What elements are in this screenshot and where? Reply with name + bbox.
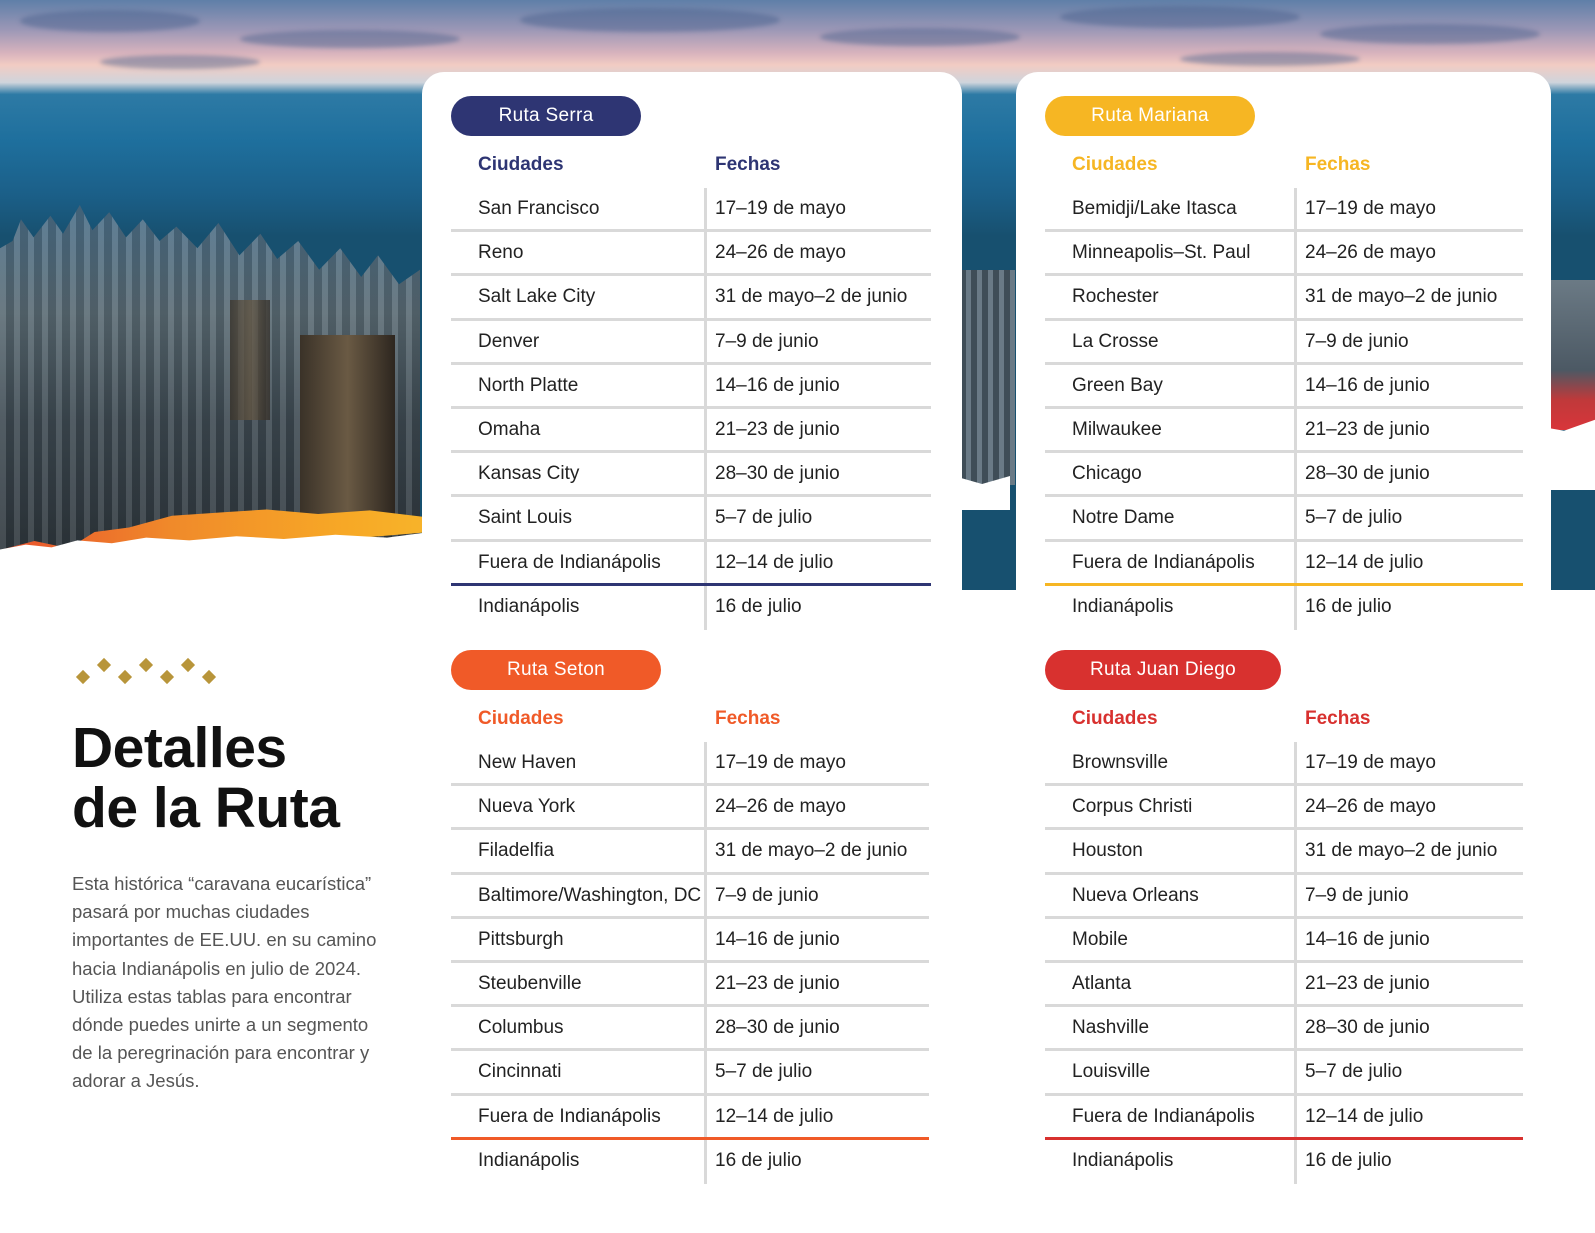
date-cell: 16 de julio xyxy=(1305,1149,1392,1171)
date-cell: 16 de julio xyxy=(1305,595,1392,617)
date-cell: 21–23 de junio xyxy=(1305,418,1430,440)
route-mariana-label: Ruta Mariana xyxy=(1045,96,1255,136)
city-cell: Bemidji/Lake Itasca xyxy=(1072,198,1237,219)
city-cell: Louisville xyxy=(1072,1061,1151,1083)
city-cell: San Francisco xyxy=(478,198,600,219)
route-juan-diego-table xyxy=(1045,650,1523,1184)
city-cell: Denver xyxy=(478,330,540,352)
date-cell: 17–19 de mayo xyxy=(715,198,846,219)
table-row xyxy=(451,1007,929,1051)
city-cell: Nashville xyxy=(1072,1017,1150,1039)
route-juan-diego-label: Ruta Juan Diego xyxy=(1045,650,1281,690)
route-seton-table xyxy=(451,650,929,1184)
city-cell: New Haven xyxy=(478,752,577,773)
table-header xyxy=(1045,696,1523,742)
date-cell: 12–14 de julio xyxy=(1305,551,1424,573)
table-row xyxy=(1045,409,1523,453)
city-cell: Rochester xyxy=(1072,286,1159,308)
date-cell: 28–30 de junio xyxy=(1305,463,1430,485)
column-header-cities: Ciudades xyxy=(1072,154,1158,175)
route-serra-label: Ruta Serra xyxy=(451,96,641,136)
table-row xyxy=(1045,188,1523,232)
city-cell: Milwaukee xyxy=(1072,418,1162,440)
date-cell: 24–26 de mayo xyxy=(1305,796,1436,818)
city-cell: Chicago xyxy=(1072,463,1142,485)
date-cell: 7–9 de junio xyxy=(715,330,819,352)
decorative-diamonds xyxy=(72,650,222,690)
table-row xyxy=(1045,542,1523,586)
city-cell: Salt Lake City xyxy=(478,286,596,308)
table-header xyxy=(451,696,929,742)
date-cell: 28–30 de junio xyxy=(715,1017,840,1039)
table-row xyxy=(451,786,929,830)
date-cell: 24–26 de mayo xyxy=(1305,242,1436,264)
table-row xyxy=(451,919,929,963)
table-row xyxy=(451,963,929,1007)
city-cell: Filadelfia xyxy=(478,840,555,862)
table-row xyxy=(1045,276,1523,320)
table-row xyxy=(451,365,931,409)
table-row xyxy=(1045,1007,1523,1051)
city-cell: Kansas City xyxy=(478,463,580,485)
date-cell: 12–14 de julio xyxy=(715,1105,834,1127)
table-row xyxy=(1045,963,1523,1007)
date-cell: 5–7 de julio xyxy=(1305,507,1403,529)
date-cell: 21–23 de junio xyxy=(715,418,840,440)
date-cell: 21–23 de junio xyxy=(1305,972,1430,994)
date-cell: 16 de julio xyxy=(715,1149,802,1171)
city-cell: Omaha xyxy=(478,418,541,440)
city-cell: Fuera de Indianápolis xyxy=(1072,1105,1255,1127)
table-row xyxy=(1045,321,1523,365)
city-cell: Mobile xyxy=(1072,928,1128,950)
city-cell: Brownsville xyxy=(1072,752,1169,773)
column-header-dates: Fechas xyxy=(1305,708,1371,729)
date-cell: 21–23 de junio xyxy=(715,972,840,994)
date-cell: 17–19 de mayo xyxy=(715,752,846,773)
city-cell: Indianápolis xyxy=(1072,1149,1174,1171)
city-cell: Reno xyxy=(478,242,524,264)
table-row xyxy=(451,830,929,874)
table-row xyxy=(451,188,931,232)
city-cell: Notre Dame xyxy=(1072,507,1175,529)
city-cell: Atlanta xyxy=(1072,972,1132,994)
title-line-2: de la Ruta xyxy=(72,776,340,840)
table-row xyxy=(1045,586,1523,630)
page-title xyxy=(72,718,339,838)
date-cell: 14–16 de junio xyxy=(715,928,840,950)
date-cell: 24–26 de mayo xyxy=(715,242,846,264)
city-cell: Saint Louis xyxy=(478,507,573,529)
table-row xyxy=(451,232,931,276)
route-serra-table xyxy=(451,96,931,630)
table-row xyxy=(1045,919,1523,963)
table-header xyxy=(451,142,931,188)
date-cell: 7–9 de junio xyxy=(1305,884,1409,906)
intro-paragraph: Esta histórica “caravana eucarística” pasará por muchas ciudades importantes de EE.UU. en su camino hacia Indianápolis en julio de 2024. Utiliza estas tablas para encontrar dónde puedes unirte a un segmento de la peregrinación para encontrar y adorar a Jesús. xyxy=(72,873,377,1092)
date-cell: 5–7 de julio xyxy=(715,507,813,529)
city-cell: Steubenville xyxy=(478,972,582,994)
date-cell: 31 de mayo–2 de junio xyxy=(1305,286,1498,308)
table-row xyxy=(451,1096,929,1140)
table-row xyxy=(1045,1051,1523,1095)
city-cell: North Platte xyxy=(478,374,579,396)
date-cell: 31 de mayo–2 de junio xyxy=(1305,840,1498,862)
city-cell: Fuera de Indianápolis xyxy=(1072,551,1255,573)
date-cell: 17–19 de mayo xyxy=(1305,198,1436,219)
table-row xyxy=(1045,497,1523,541)
table-row xyxy=(451,586,931,630)
table-row xyxy=(451,742,929,786)
date-cell: 14–16 de junio xyxy=(1305,374,1430,396)
table-row xyxy=(1045,786,1523,830)
city-cell: Corpus Christi xyxy=(1072,796,1193,818)
title-line-1: Detalles xyxy=(72,716,287,780)
city-cell: Cincinnati xyxy=(478,1061,562,1083)
city-cell: Nueva Orleans xyxy=(1072,884,1199,906)
column-header-cities: Ciudades xyxy=(478,708,564,729)
table-row xyxy=(1045,1096,1523,1140)
city-cell: Indianápolis xyxy=(1072,595,1174,617)
table-row xyxy=(1045,232,1523,276)
date-cell: 7–9 de junio xyxy=(1305,330,1409,352)
table-row xyxy=(1045,830,1523,874)
city-cell: Houston xyxy=(1072,840,1143,862)
table-header xyxy=(1045,142,1523,188)
city-cell: Minneapolis–St. Paul xyxy=(1072,242,1251,264)
date-cell: 17–19 de mayo xyxy=(1305,752,1436,773)
date-cell: 31 de mayo–2 de junio xyxy=(715,840,908,862)
city-cell: Nueva York xyxy=(478,796,576,818)
table-row xyxy=(451,409,931,453)
column-header-dates: Fechas xyxy=(715,154,781,175)
date-cell: 14–16 de junio xyxy=(1305,928,1430,950)
city-cell: Fuera de Indianápolis xyxy=(478,1105,661,1127)
table-row xyxy=(451,453,931,497)
date-cell: 28–30 de junio xyxy=(1305,1017,1430,1039)
table-row xyxy=(451,1140,929,1184)
column-header-cities: Ciudades xyxy=(1072,708,1158,729)
table-row xyxy=(1045,1140,1523,1184)
date-cell: 5–7 de julio xyxy=(1305,1061,1403,1083)
date-cell: 12–14 de julio xyxy=(1305,1105,1424,1127)
date-cell: 28–30 de junio xyxy=(715,463,840,485)
date-cell: 16 de julio xyxy=(715,595,802,617)
route-mariana-table xyxy=(1045,96,1523,630)
column-header-cities: Ciudades xyxy=(478,154,564,175)
date-cell: 14–16 de junio xyxy=(715,374,840,396)
table-row xyxy=(1045,365,1523,409)
table-row xyxy=(451,1051,929,1095)
city-cell: La Crosse xyxy=(1072,330,1159,352)
route-seton-label: Ruta Seton xyxy=(451,650,661,690)
table-row xyxy=(451,875,929,919)
city-cell: Baltimore/Washington, DC xyxy=(478,884,702,906)
table-row xyxy=(1045,742,1523,786)
table-row xyxy=(451,321,931,365)
city-cell: Pittsburgh xyxy=(478,928,564,950)
column-header-dates: Fechas xyxy=(1305,154,1371,175)
date-cell: 7–9 de junio xyxy=(715,884,819,906)
city-cell: Indianápolis xyxy=(478,595,580,617)
table-row xyxy=(451,276,931,320)
table-row xyxy=(1045,453,1523,497)
date-cell: 12–14 de julio xyxy=(715,551,834,573)
date-cell: 31 de mayo–2 de junio xyxy=(715,286,908,308)
table-row xyxy=(451,542,931,586)
city-cell: Fuera de Indianápolis xyxy=(478,551,661,573)
city-cell: Green Bay xyxy=(1072,374,1163,396)
column-header-dates: Fechas xyxy=(715,708,781,729)
table-row xyxy=(1045,875,1523,919)
city-cell: Indianápolis xyxy=(478,1149,580,1171)
date-cell: 24–26 de mayo xyxy=(715,796,846,818)
city-cell: Columbus xyxy=(478,1017,564,1039)
date-cell: 5–7 de julio xyxy=(715,1061,813,1083)
table-row xyxy=(451,497,931,541)
